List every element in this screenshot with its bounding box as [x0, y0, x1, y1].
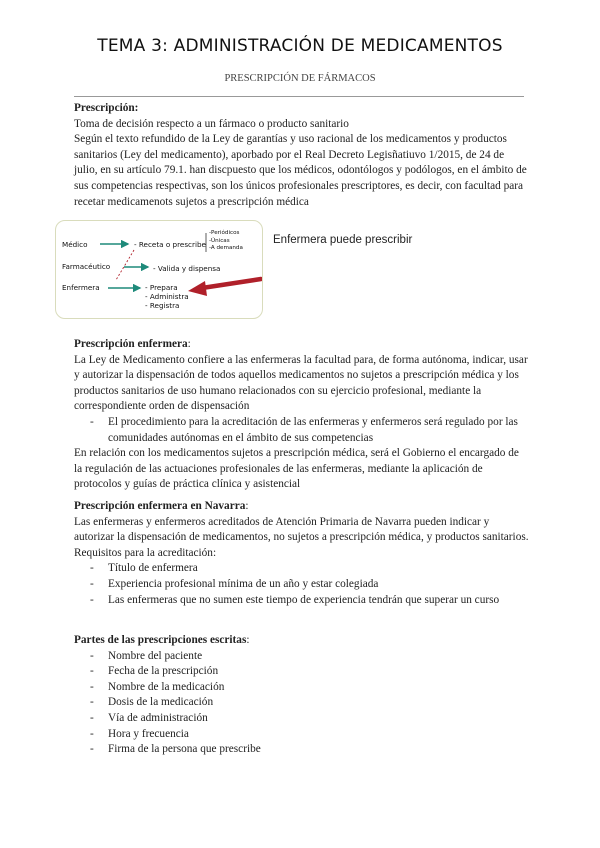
list-item: - Experiencia profesional mínima de un año y estar colegiada: [74, 577, 529, 593]
section-partes: [74, 633, 529, 758]
diagram-label-valida: - Valida y dispensa: [153, 264, 221, 273]
section-navarra: [74, 499, 529, 608]
requirements-list: [74, 561, 529, 608]
section-prescripcion: [74, 101, 529, 210]
bullet-list: [74, 415, 529, 446]
parts-list: [74, 649, 529, 758]
diagram-option: -A demanda: [209, 245, 243, 251]
prescribers-diagram: [55, 220, 263, 319]
paragraph: En relación con los medicamentos sujetos a prescripción médica, será el Gobierno el encargado de la regulación de las actuaciones profesionales de las enfermeras, mediante la aplicación de protocolos y guías de práctica clínica y asistencial: [74, 447, 519, 491]
section-heading: Prescripción:: [74, 102, 139, 114]
diagram-label-receta: - Receta o prescribe: [134, 240, 206, 249]
list-item: - Firma de la persona que prescribe: [74, 742, 529, 758]
paragraph: Toma de decisión respecto a un fármaco o producto sanitario: [74, 117, 349, 130]
diagram-action: - Registra: [145, 301, 180, 310]
dashed-connector: [116, 250, 134, 280]
diagram-option: -Periódicos: [209, 230, 240, 236]
header-divider: [74, 96, 524, 97]
list-item: - Nombre del paciente: [74, 649, 529, 665]
paragraph: Las enfermeras y enfermeros acreditados de Atención Primaria de Navarra pueden indicar y autorizar la dispensación de medicamentos, no sujetos a prescripción médica, y productos sanitarios.: [74, 515, 529, 544]
paragraph: La Ley de Medicamento confiere a las enfermeras la facultad para, de forma autónoma, indicar, usar y autorizar la dispensación de todos aquellos medicamentos no sujetos a prescripción médica y los productos sanitarios de uso humano relacionados con su ejercicio profesional, mediante la correspondiente orden de dispensación: [74, 353, 528, 413]
list-item: - Fecha de la prescripción: [74, 664, 529, 680]
requirements-label: Requisitos para la acreditación:: [74, 546, 217, 559]
diagram-arrows: [56, 221, 262, 318]
heading-colon: :: [246, 634, 250, 646]
red-arrow-head: [188, 281, 207, 296]
list-item: - Título de enfermera: [74, 561, 529, 577]
paragraph: Según el texto refundido de la Ley de garantías y uso racional de los medicamentos y productos sanitarios (Ley del medicamento), aporbado por el Real Decreto Legisñatiuvo 1/2015, de 24 de julio, en su artículo 79.1. han discpuesto que los médicos, odontólogos y podólogos, en el ámbito de sus competencias respectivas, son los únicos profesionales prescriptores, es decir, con facultad para recetar medicamenots sujetos a prescripción médica: [74, 133, 527, 208]
heading-colon: :: [245, 500, 249, 512]
section-heading: Prescripción enfermera: [74, 338, 188, 350]
list-item: - Las enfermeras que no sumen este tiempo de experiencia tendrán que superar un curso: [74, 593, 529, 609]
diagram-action: - Administra: [145, 292, 189, 301]
diagram-action: - Prepara: [145, 283, 178, 292]
list-item: - Hora y frecuencia: [74, 727, 529, 743]
page-subtitle: PRESCRIPCIÓN DE FÁRMACOS: [224, 73, 376, 84]
section-prescripcion-enfermera: [74, 337, 529, 493]
diagram-option: -Únicas: [209, 237, 230, 244]
list-item: - El procedimiento para la acreditación de las enfermeras y enfermeros será regulado por las comunidades autónomas en el ámbito de sus competencias: [74, 415, 529, 446]
section-heading: Partes de las prescripciones escritas: [74, 634, 247, 646]
diagram-label-enfermera: Enfermera: [62, 283, 100, 292]
diagram-note: Enfermera puede prescribir: [273, 234, 413, 246]
list-item: - Nombre de la medicación: [74, 680, 529, 696]
red-arrow-shaft: [202, 279, 261, 288]
list-item: - Dosis de la medicación: [74, 695, 529, 711]
list-item: - Vía de administración: [74, 711, 529, 727]
diagram-label-medico: Médico: [62, 240, 88, 249]
diagram-label-farmaceutico: Farmacéutico: [62, 262, 111, 271]
section-heading: Prescripción enfermera en Navarra: [74, 500, 246, 512]
heading-colon: :: [187, 338, 191, 350]
page-title: TEMA 3: ADMINISTRACIÓN DE MEDICAMENTOS: [97, 36, 503, 56]
